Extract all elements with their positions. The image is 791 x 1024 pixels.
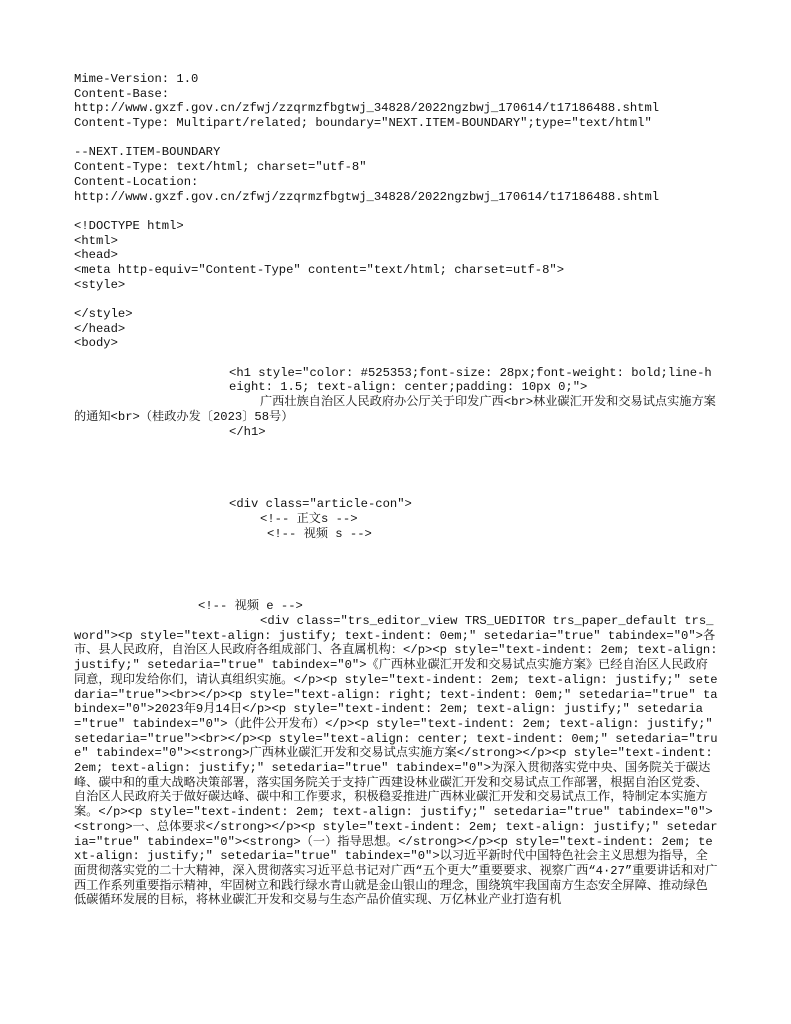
content-location-line: Content-Location: [74,174,199,189]
spacer [74,131,719,146]
mime-version-line: Mime-Version: 1.0 [74,72,199,86]
style-open-line: <style> [74,277,126,292]
h1-close-tag: </h1> [229,424,266,439]
h1-source-block [74,366,719,440]
head-open-line: <head> [74,248,118,263]
part-content-type-line: Content-Type: text/html; charset="utf-8" [74,160,367,175]
video-start-comment: <!-- 视频 s --> [267,526,372,541]
content-base-url-line: http://www.gxzf.gov.cn/zfwj/zzqrmzfbgtwj_34828/2022ngzbwj_170614/t17186488.shtml [74,101,660,116]
content-location-url-line: http://www.gxzf.gov.cn/zfwj/zzqrmzfbgtwj_34828/2022ngzbwj_170614/t17186488.shtml [74,189,660,204]
spacer [74,439,719,497]
video-end-comment: <!-- 视频 e --> [198,599,303,614]
doctype-line: <!DOCTYPE html> [74,218,184,233]
spacer [74,351,719,366]
h1-open-tag: <h1 style="color: #525353;font-size: 28px;font-weight: bold;line-height: 1.5; text-align: center;padding: 10px 0;"> [229,365,712,395]
meta-line: <meta http-equiv="Content-Type" content="text/html; charset=utf-8"> [74,262,565,277]
mime-part-header [74,145,719,204]
spacer [74,204,719,219]
raw-source-document [74,72,719,908]
h1-title-text: 广西壮族自治区人民政府办公厅关于印发广西<br>林业碳汇开发和交易试点实施方案的通知<br>（桂政办发〔2023〕58号） [74,395,716,424]
spacer [74,541,719,599]
content-type-line: Content-Type: Multipart/related; boundary="NEXT.ITEM-BOUNDARY";type="text/html" [74,116,652,131]
html-open-line: <html> [74,233,118,248]
boundary-line: --NEXT.ITEM-BOUNDARY [74,145,221,160]
head-close-line: </head> [74,321,126,336]
body-comment: <!-- 正文s --> [260,511,358,526]
article-body-html-text: <div class="trs_editor_view TRS_UEDITOR trs_paper_default trs_word"><p style="text-align: justify; text-indent: 0em;" setedaria="true" tabindex="0">各市、县人民政府，自治区人民政府各组成部门、各直属机构：</p><p style="text-indent: 2em; text-align: justify;" setedaria="true" tabindex="0">《广西林业碳汇开发和交易试点实施方案》已经自治区人民政府同意，现印发给你们，请认真组织实施。</p><p style="text-indent: 2em; text-align: justify;" setedaria="true"><br></p><p style="text-align: right; text-indent: 0em;" setedaria="true" tabindex="0">2023年9月14日</p><p style="text-indent: 2em; text-align: justify;" setedaria="true" tabindex="0">（此件公开发布）</p><p style="text-indent: 2em; text-align: justify;" setedaria="true"><br></p><p style="text-align: center; text-indent: 0em;" setedaria="true" tabindex="0"><strong>广西林业碳汇开发和交易试点实施方案</strong></p><p style="text-indent: 2em; text-align: justify;" setedaria="true" tabindex="0">为深入贯彻落实党中央、国务院关于碳达峰、碳中和的重大战略决策部署，落实国务院关于支持广西建设林业碳汇开发和交易试点工作部署，根据自治区党委、自治区人民政府关于做好碳达峰、碳中和工作要求，积极稳妥推进广西林业碳汇开发和交易试点工作，特制定本实施方案。</p><p style="text-indent: 2em; text-align: justify;" setedaria="true" tabindex="0"><strong>一、总体要求</strong></p><p style="text-indent: 2em; text-align: justify;" setedaria="true" tabindex="0"><strong>（一）指导思想。</strong></p><p style="text-indent: 2em; text-align: justify;" setedaria="true" tabindex="0">以习近平新时代中国特色社会主义思想为指导，全面贯彻落实党的二十大精神，深入贯彻落实习近平总书记对广西“五个更大”重要要求、视察广西“4·27”重要讲话和对广西工作系列重要指示精神，牢固树立和践行绿水青山就是金山银山的理念，围绕筑牢我国南方生态安全屏障、推动绿色低碳循环发展的目标，将林业碳汇开发和交易与生态产品价值实现、万亿林业产业打造有机 [74,614,718,908]
mime-header [74,72,719,131]
html-head-source [74,219,719,292]
spacer [74,292,719,307]
content-base-line: Content-Base: [74,86,170,101]
html-head-close-source [74,307,719,351]
style-close-line: </style> [74,307,133,321]
body-open-line: <body> [74,336,118,351]
article-div-open: <div class="article-con"> [229,497,412,512]
article-source-block [74,497,719,541]
